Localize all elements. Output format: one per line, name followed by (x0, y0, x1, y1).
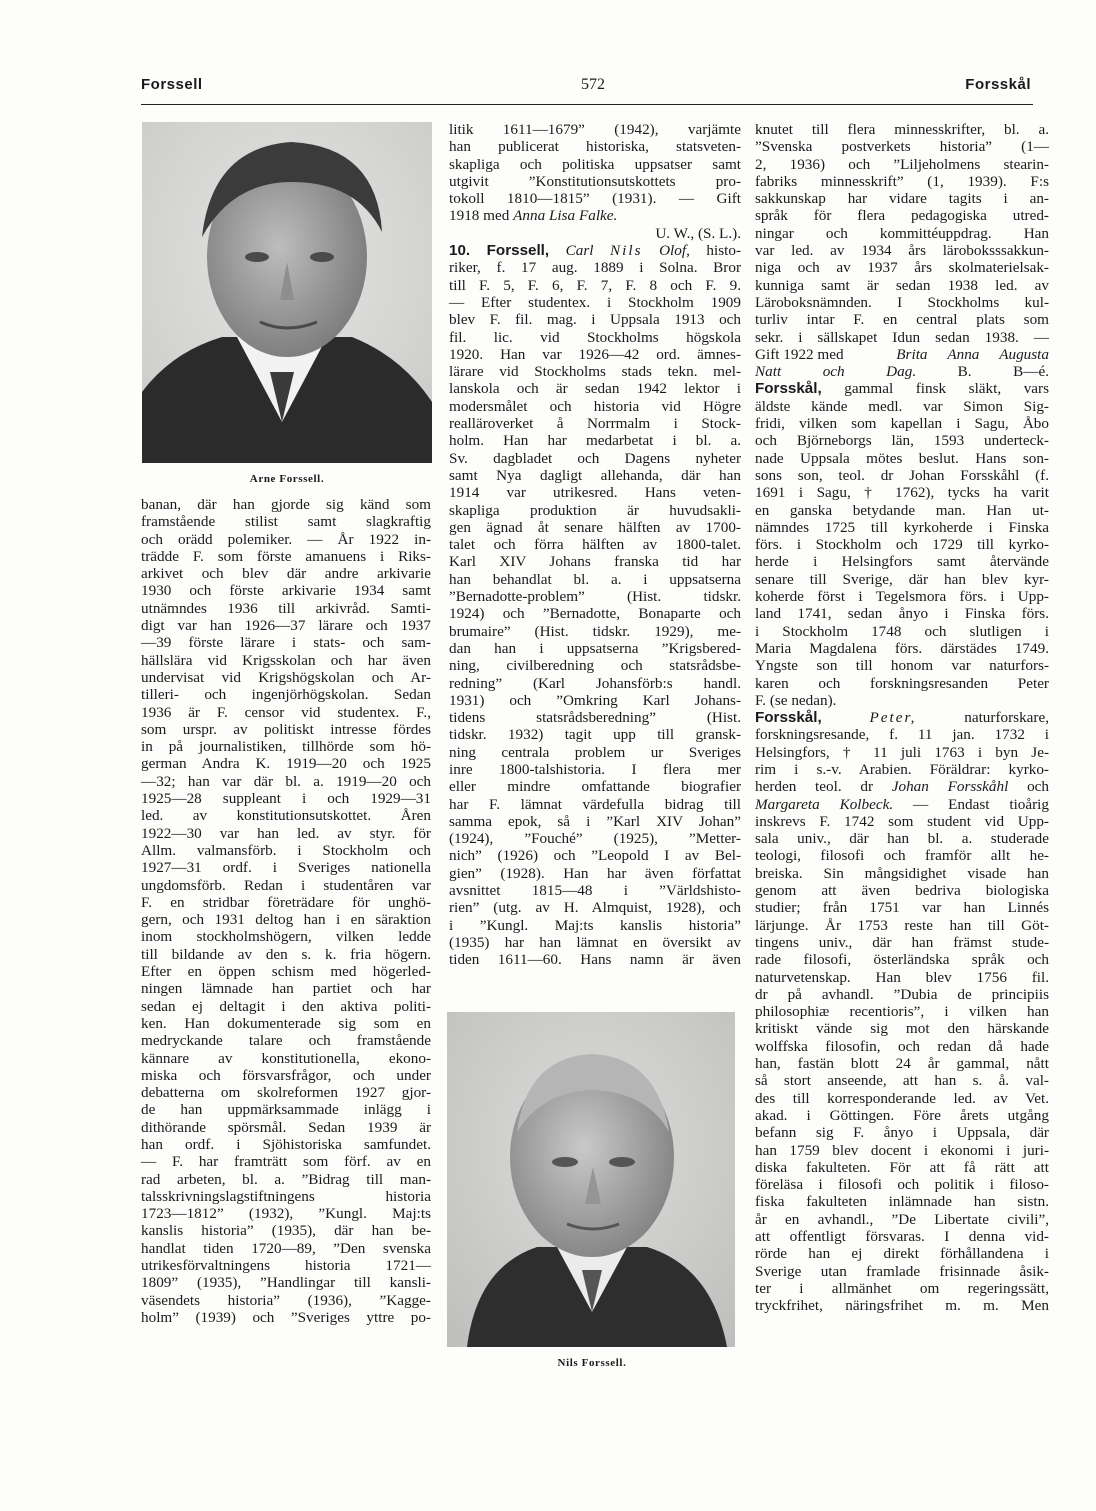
text-line: Efter en öppen schism med högerled- (141, 963, 431, 981)
text-line: i ”Kungl. Maj:ts kanslis historia” (449, 916, 741, 934)
text-line: tokoll 1810—1815” (1931). — Gift (449, 190, 741, 208)
text-line: ”Bernadotte-problem” (Hist. tidskr. (449, 588, 741, 606)
text-line: herde i Helsingfors samt återvände (755, 553, 1049, 571)
text-line: fiska fakulteten inlämnade han sistn. (755, 1193, 1049, 1211)
text-line: ning centrala problem ur Sveriges (449, 743, 741, 761)
text-line: utnämndes 1936 till arkivråd. Samti- (141, 599, 431, 617)
text-line: (1924), ”Fouché” (1925), ”Metter- (449, 830, 741, 848)
text-line: genom att även bedriva biologiska (755, 882, 1049, 900)
text-line: hällslära vid Krigsskolan och har även (141, 651, 431, 669)
text-line: brumaire” (Hist. tidskr. 1929), me- (449, 622, 741, 640)
text-line: in på journalistiken, tillhörde som hö- (141, 738, 431, 756)
text-line: wolffska filosofin, och redan då hade (755, 1037, 1049, 1055)
wife-name-2-cont: Natt och Dag. (755, 363, 917, 381)
text-line: land 1741, sedan ånyo i Finska förs. (755, 605, 1049, 623)
text-line: att offentligt försvaras. I denna vid- (755, 1228, 1049, 1245)
text-line: senare till Sverige, där han blev kyr- (755, 570, 1049, 588)
text-line: —32; han var där bl. a. 1919—20 och (141, 772, 431, 790)
column-2-text-main (449, 259, 741, 968)
peter-rest: naturforskare, (964, 709, 1050, 727)
text-line: sons son, teol. dr Johan Forsskåhl (f. (755, 466, 1049, 484)
text-line: han publicerat historiska, statsveten- (449, 138, 741, 156)
wife-name-1: Anna Lisa Falke. (513, 207, 618, 225)
text-line: sakkunskap har vidare tagits i an- (755, 190, 1049, 208)
column-3-text-peter-intro (755, 726, 1049, 778)
text-line: rien” (utg. av H. Almquist, 1928), och (449, 899, 741, 917)
text-line: forskningsresande, f. 11 jan. 1732 i (755, 726, 1049, 744)
text-line: till F. 5, F. 6, F. 7, F. 8 och F. 9. (449, 276, 741, 294)
text-line: väsendets historia” (1936), ”Kagge- (141, 1291, 431, 1309)
text-line: diska fakulteten. För att få rätt att (755, 1158, 1049, 1176)
text-line: rim i s.-v. Arabien. Föräldrar: kyrko- (755, 760, 1049, 778)
text-line: tryckfrihet, näringsfrihet m. m. Men (755, 1297, 1049, 1315)
forsskal-family-rest: gammal finsk släkt, vars (844, 380, 1049, 398)
text-line: nade Uppsala mötes beslut. Hans son- (755, 449, 1049, 467)
peter-parents-line-2 (755, 796, 1049, 813)
caption-nils-forssell: Nils Forssell. (557, 1357, 627, 1369)
text-line: 2, 1936) och ”Liljeholmens stearin- (755, 155, 1049, 173)
text-line: medryckande talare och framstående (141, 1032, 431, 1050)
peter-heading (755, 709, 1049, 726)
text-line: han 1759 blev docent i ekonomi i juri- (755, 1141, 1049, 1159)
text-line: han ordf. i Sjöhistoriska samfundet. (141, 1135, 431, 1153)
text-line: lärare vid Stockholms stads tekn. mel- (449, 363, 741, 381)
text-line: breiska. Sin mångsidighet visade han (755, 864, 1049, 882)
text-line: 1924) och ”Bernadotte, Bonaparte och (449, 605, 741, 623)
text-line: var led. av 1934 års läroboksssakkun- (755, 242, 1049, 260)
peter-given-name: Peter, (869, 709, 917, 727)
portrait-arne-forssell (142, 122, 432, 463)
text-line: 1809” (1935), ”Handlingar till kansli- (141, 1274, 431, 1292)
text-line: de han uppmärksammade inlägg i (141, 1101, 431, 1119)
text-line: rörde han ej direkt förhållandena i (755, 1245, 1049, 1263)
running-header (141, 76, 1031, 100)
father-name: Johan Forsskåhl (891, 778, 1009, 796)
text-line: lärjunge. År 1753 reste han till Göt- (755, 916, 1049, 934)
text-line: tidskr. 1932) tagit upp till gransk- (449, 726, 741, 744)
text-line: kunniga samt är sedan 1938 led. av (755, 276, 1049, 294)
text-line: äldste kände medl. var Simon Sig- (755, 397, 1049, 415)
text-line: knutet till flera minnesskrifter, bl. a. (755, 121, 1049, 138)
text-line: handlat tiden 1720—89, ”Den svenska (141, 1239, 431, 1257)
text-line: kännare av konstitutionella, ekono- (141, 1049, 431, 1067)
text-line: german Andra K. 1919—20 och 1925 (141, 755, 431, 773)
text-line: riker, f. 17 aug. 1889 i Solna. Bror (449, 259, 741, 277)
text-line: ken. Han dokumenterade sig som en (141, 1014, 431, 1032)
header-left-keyword: Forssell (141, 76, 203, 93)
text-line: miska och försvarsfrågor, och under (141, 1066, 431, 1084)
page-number: 572 (581, 76, 605, 93)
entry-10-number: 10. (449, 242, 471, 260)
text-line: philosophiæ recentioris”, i vilken han (755, 1003, 1049, 1021)
text-line: F. (se nedan). (755, 691, 837, 709)
text-line: Läroboksnämnden. I Stockholms kul- (755, 293, 1049, 311)
text-line: banan, där han gjorde sig känd som (141, 496, 431, 513)
text-line: kritiskt vände sig mot den härskande (755, 1020, 1049, 1038)
text-line: rade filosofi, österländska språk och (755, 951, 1049, 969)
text-line: des till korresponderande led. av Vet. (755, 1089, 1049, 1107)
text-line: trädde F. som förste amanuens i Riks- (141, 547, 431, 565)
text-line: 1922—30 var han led. av styr. för (141, 824, 431, 842)
text-line: eller mindre omfattande biografier (449, 778, 741, 796)
wife-line-1 (449, 207, 741, 224)
signature-1: U. W., (S. L.). (655, 224, 741, 242)
text-line: — Efter studentex. i Stockholm 1909 (449, 293, 741, 311)
text-line: rad arbeten, bl. a. ”Bidrag till man- (141, 1170, 431, 1188)
text-line: dithörande spörsmål. Sedan 1939 är (141, 1118, 431, 1136)
portrait-nils-forssell-image (447, 1012, 735, 1347)
text-line: talet och förra hälften av 1800-talet. (449, 536, 741, 554)
text-line: sedan ej deltagit i den aktiva politi- (141, 997, 431, 1015)
text-line: holm” (1939) och ”Sveriges yttre po- (141, 1308, 431, 1326)
column-1-text (141, 496, 431, 1326)
entry-10-given-a: Carl (565, 242, 594, 260)
wife-line-2 (755, 346, 1049, 363)
text-line: 1930 och förste arkivarie 1934 samt (141, 582, 431, 600)
text-line: skapliga och politiska uppsatser samt (449, 155, 741, 173)
column-1 (141, 496, 431, 1326)
text-line: och orädd polemiker. — År 1922 in- (141, 530, 431, 548)
text-line: tilleri- och ingenjörhögskolan. Sedan (141, 686, 431, 704)
column-3-text-family (755, 398, 1049, 709)
text-line: 1936 är F. censor vid studentex. F., (141, 703, 431, 721)
text-line: digt var han 1926—37 lärare och 1937 (141, 617, 431, 635)
text-line: fabriks minnesskrift” (1, 1939). F:s (755, 172, 1049, 190)
text-line: dan han i uppsatserna ”Krigsbered- (449, 639, 741, 657)
text-line: kanslis historia” (1935), där han be- (141, 1222, 431, 1240)
text-line: koherde först i Tegelsmora förs. i Upp- (755, 588, 1049, 606)
text-line: akad. i Göttingen. Före årets utgång (755, 1106, 1049, 1124)
text-line: undervisat vid Krigshögskolan och Ar- (141, 668, 431, 686)
text-line: fridi, vilken som kapellan i Sagu, Åbo (755, 415, 1049, 433)
text-line: befann sig F. ånyo i Uppsala, där (755, 1124, 1049, 1142)
parents-post: — Endast tioårig (893, 795, 1049, 813)
text-line: till bildande av den s. k. fria högern. (141, 945, 431, 963)
text-line: sekr. i sällskapet Idun sedan 1938. — (755, 328, 1049, 346)
text-line: blev F. fil. mag. i Uppsala 1913 och (449, 311, 741, 329)
portrait-arne-forssell-image (142, 122, 432, 463)
peter-parents-line-1 (755, 778, 1049, 795)
text-line: ”Svenska postverkets historia” (1— (755, 138, 1049, 156)
portrait-nils-forssell (447, 1012, 735, 1347)
text-line: nich” (1926) och ”Leopold I av Bel- (449, 847, 741, 865)
text-line: framstående stilist samt slagkraftig (141, 513, 431, 531)
text-line: ungdomsförb. Redan i studentåren var (141, 876, 431, 894)
text-line: har F. lämnat värdefulla bidrag till (449, 795, 741, 813)
text-line: i Stockholm 1748 och slutligen i (755, 622, 1049, 640)
column-3-text-top (755, 121, 1049, 363)
text-line: fil. lic. vid Stockholms högskola (449, 328, 741, 346)
parents-mid: och (1008, 778, 1050, 796)
text-line: 1914 var utrikesred. Hans veten- (449, 484, 741, 502)
text-line: en ganska betydande man. Han ut- (755, 501, 1049, 519)
text-line: 1931) och ”Omkring Karl Johans- (449, 691, 741, 709)
text-line: ter i allmänhet om regeringssätt, (755, 1279, 1049, 1297)
text-line: ningen lämnade han partiet och har (141, 980, 431, 998)
text-line: språk för flera pedagogiska utred- (755, 207, 1049, 225)
text-line: 1925—28 suppleant i och 1929—31 (141, 790, 431, 808)
text-line: holm. Han har medarbetat i bl. a. (449, 432, 741, 450)
forsskal-family-heading (755, 380, 1049, 397)
text-line: förs. i Stockholm och 1729 till kyrko- (755, 536, 1049, 554)
text-line: tiden 1611—60. Hans namn är även (449, 951, 741, 969)
entry-10-heading (449, 242, 741, 259)
text-line: 1723—1812” (1932), ”Kungl. Maj:ts (141, 1205, 431, 1223)
column-3-text-peter (755, 813, 1049, 1315)
text-line: Yngste son till honom var naturfors- (755, 657, 1049, 675)
column-2 (449, 121, 741, 969)
text-line: ningar och kommittéuppdrag. Han (755, 224, 1049, 242)
text-line: Helsingfors, † 11 juli 1763 i byn Je- (755, 743, 1049, 761)
text-line: Sv. dagbladet och Dagens nyheter (449, 449, 741, 467)
text-line: realläroverket å Norrmalm i Stock- (449, 415, 741, 433)
text-line: samt Nya dagligt allehanda, där han (449, 466, 741, 484)
caption-arne-forssell: Arne Forssell. (249, 473, 325, 485)
entry-10-given-c: Olof, (659, 242, 690, 260)
text-line: nämndes 1725 till kyrkoherde i Finska (755, 518, 1049, 536)
text-line: litik 1611—1679” (1942), varjämte (449, 121, 741, 138)
text-line: — F. har framträtt som förf. av en (141, 1153, 431, 1171)
text-line: redning” (Karl Johansförb:s handl. (449, 674, 741, 692)
text-line: som urspr. av politiskt intresse fördes (141, 720, 431, 738)
text-line: naturvetenskap. Han blev 1756 fil. (755, 968, 1049, 986)
text-line: modersmålet och historia vid Högre (449, 397, 741, 415)
text-line: Gift 1922 med (755, 345, 844, 363)
text-line: arkivet och blev där andre arkivarie (141, 565, 431, 583)
wife-line-2b (755, 363, 1049, 380)
text-line: led. av konstitutionsutskottet. Åren (141, 807, 431, 825)
text-line: han behandlat bl. a. i uppsatserna (449, 570, 741, 588)
text-line: Karl XIV Johans franska tid har (449, 553, 741, 571)
text-line: Allm. valmansförb. i Stockholm och (141, 841, 431, 859)
text-line: utrikesförvaltningens historia 1721— (141, 1257, 431, 1275)
column-3 (755, 121, 1049, 1314)
text-line: turliv intar F. en central plats som (755, 311, 1049, 329)
text-line: ning, civilberedning och statsrådsbe- (449, 657, 741, 675)
text-line: gern, och 1931 deltog han i en säraktion (141, 911, 431, 929)
text-line: skapliga produktion är huvudsakli- (449, 501, 741, 519)
entry-10-name: Forssell, (486, 242, 550, 260)
text-line: utgivit ”Konstitutionsutskottets pro- (449, 172, 741, 190)
mother-name: Margareta Kolbeck. (755, 795, 894, 813)
entry-10-rest: histo- (706, 242, 742, 260)
text-line: han, fastän blott 24 år gammal, nått (755, 1055, 1049, 1073)
peter-family-name: Forsskål, (755, 709, 822, 727)
text-line: samma epok, så i ”Karl XIV Johan” (449, 812, 741, 830)
text-line: dr på avhandl. ”Dubia de principiis (755, 985, 1049, 1003)
text-line: tingens univ., där han främst stude- (755, 933, 1049, 951)
text-line: 1918 med (449, 207, 510, 225)
text-line: och Björneborgs län, 1593 underteck- (755, 432, 1049, 450)
text-line: lanskola och är sedan 1942 lektor i (449, 380, 741, 398)
parents-pre: herden teol. dr (755, 778, 892, 796)
text-line: 1920. Han var 1926—42 ord. ämnes- (449, 345, 741, 363)
text-line: niga och av 1937 års skolmaterielsak- (755, 259, 1049, 277)
text-line: avsnittet 1815—48 i ”Världshisto- (449, 882, 741, 900)
text-line: inom stockholmshögern, vilken ledde (141, 928, 431, 946)
entry-10-given-b: Nils (610, 242, 643, 260)
text-line: 1927—31 ordf. i Sveriges nationella (141, 859, 431, 877)
forsskal-family-name: Forsskål, (755, 380, 822, 398)
header-rule (141, 104, 1033, 105)
text-line: föreläsa i filosofi och politik i filoso- (755, 1176, 1049, 1194)
header-right-keyword: Forsskål (965, 76, 1031, 93)
text-line: karen och forskningsresanden Peter (755, 674, 1049, 692)
text-line: Maria Magdalena förs. därstädes 1749. (755, 639, 1049, 657)
text-line: talsskrivningslagstiftningens historia (141, 1187, 431, 1205)
text-line: (1935) har han lämnat en översikt av (449, 933, 741, 951)
text-line: F. en stridbar företrädare för unghö- (141, 893, 431, 911)
text-line: tidens statsrådsberedning” (Hist. (449, 709, 741, 727)
text-line: år en avhandl., ”De Libertate civili”, (755, 1210, 1049, 1228)
text-line: gen ägnad åt senare hälften av 1700- (449, 518, 741, 536)
text-line: Sverige utan framlade frisinnade åsik- (755, 1262, 1049, 1280)
signature-2: B. B—é. (957, 363, 1049, 381)
wife-name-2: Brita Anna Augusta (896, 345, 1049, 363)
text-line: inre 1800-talshistoria. I flera mer (449, 760, 741, 778)
text-line: så stort anseende, att han s. å. val- (755, 1072, 1049, 1090)
text-line: 1691 i Sagu, † 1762), tycks ha varit (755, 484, 1049, 502)
text-line: gien” (1928). Han har även författat (449, 864, 741, 882)
text-line: inskrevs F. 1742 som student vid Upp- (755, 812, 1049, 830)
text-line: teologi, filosofi och framför allt he- (755, 847, 1049, 865)
text-line: —39 förste lärare i stats- och sam- (141, 634, 431, 652)
text-line: studier; från 1751 var han Linnés (755, 899, 1049, 917)
text-line: debatterna om skolreformen 1927 gjor- (141, 1084, 431, 1102)
text-line: sala univ., där han bl. a. studerade (755, 830, 1049, 848)
